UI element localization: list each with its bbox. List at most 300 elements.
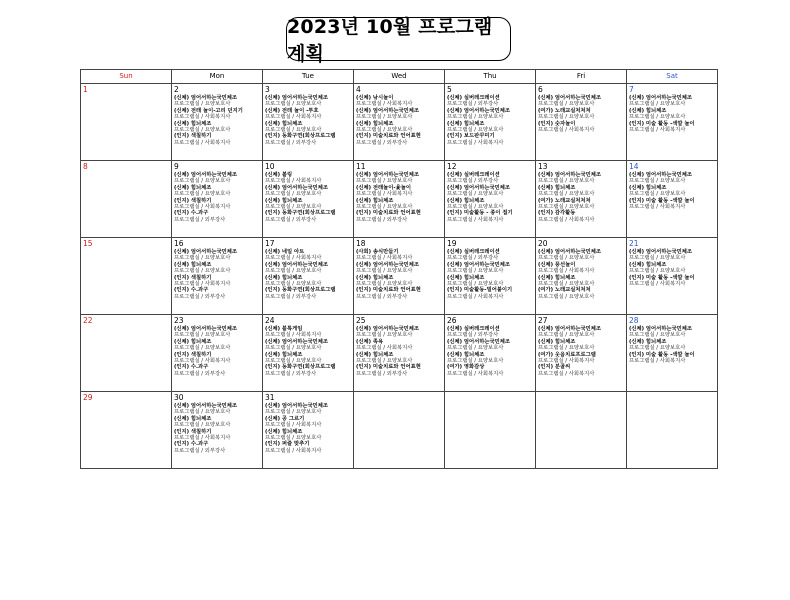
program-entry <box>447 121 533 134</box>
program-name: (신체) 엄어서하는국민체조 <box>174 326 237 332</box>
program-entry <box>447 172 533 185</box>
program-entry <box>174 95 260 108</box>
day-cell-2 <box>172 84 263 161</box>
program-detail: 프로그램실 / 외부강사 <box>265 139 317 146</box>
program-entry <box>356 121 442 134</box>
program-name: (인지) 퍼즐 맞추기 <box>265 441 310 448</box>
program-name: (신체) 엄어서하는국민체조 <box>356 107 419 114</box>
program-detail: 프로그램실 / 요양보호사 <box>629 191 686 198</box>
program-entry <box>538 249 624 262</box>
program-name: (신체) 힘뇌체조 <box>174 338 212 345</box>
program-entry <box>629 108 715 121</box>
program-detail: 프로그램실 / 요양보호사 <box>265 191 322 198</box>
program-detail: 프로그램실 / 요양보호사 <box>629 268 686 275</box>
program-detail: 프로그램실 / 요양보호사 <box>174 191 231 198</box>
program-detail: 프로그램실 / 사회복지사 <box>356 255 413 262</box>
program-name: (인지) 미술활동-밀어붙이기 <box>447 287 513 294</box>
program-name: (신체) 힘뇌체조 <box>174 120 212 127</box>
program-entry <box>174 403 260 416</box>
day-number: 11 <box>356 162 366 171</box>
day-number: 6 <box>538 85 543 94</box>
program-entry <box>174 441 260 454</box>
program-entry <box>356 262 442 275</box>
program-detail: 프로그램실 / 요양보호사 <box>629 255 686 262</box>
program-name: (신체) 힘뇌체조 <box>356 197 394 204</box>
day-number: 19 <box>447 239 457 248</box>
program-detail: 프로그램실 / 요양보호사 <box>538 255 595 262</box>
program-entry <box>174 108 260 121</box>
day-cell-9 <box>172 161 263 238</box>
day-number: 27 <box>538 316 548 325</box>
program-name: (인지) 미술치료와 언어표현 <box>356 287 421 294</box>
program-name: (신체) 전래 놀이-고리 던지기 <box>174 107 243 114</box>
program-entry <box>265 249 351 262</box>
program-entry <box>447 210 533 223</box>
program-detail: 프로그램실 / 외부강사 <box>447 178 499 185</box>
program-detail: 프로그램실 / 외부강사 <box>447 101 499 108</box>
program-entry <box>265 364 351 377</box>
program-name: (인지) 미술 활동 -색깔 놀이 <box>629 351 695 358</box>
program-entry <box>174 364 260 377</box>
week-row <box>81 392 718 469</box>
program-name: (신체) 전래 놀이 -투호 <box>265 107 319 114</box>
program-entry <box>629 339 715 352</box>
program-name: (신체) 볼링 <box>265 172 293 178</box>
week-row <box>81 238 718 315</box>
program-entry <box>447 249 533 262</box>
program-name: (신체) 힘뇌체조 <box>538 338 576 345</box>
program-detail: 프로그램실 / 요양보호사 <box>447 281 504 288</box>
program-entry <box>447 287 533 300</box>
day-number: 20 <box>538 239 548 248</box>
program-detail: 프로그램실 / 사회복지사 <box>538 268 595 275</box>
program-detail: 프로그램실 / 요양보호사 <box>447 204 504 211</box>
program-name: (신체) 실버레크레이션 <box>447 172 500 178</box>
program-entry <box>265 198 351 211</box>
program-entry <box>356 210 442 223</box>
program-entry <box>174 198 260 211</box>
day-number: 21 <box>629 239 639 248</box>
program-name: (신체) 힘뇌체조 <box>629 107 667 114</box>
program-name: (신체) 힘뇌체조 <box>447 197 485 204</box>
program-entry <box>356 249 442 262</box>
program-name: (인지) 색칠하기 <box>174 197 212 204</box>
program-entry <box>265 262 351 275</box>
program-detail: 프로그램실 / 사회복지사 <box>174 204 231 211</box>
program-entry <box>265 287 351 300</box>
program-entry <box>265 108 351 121</box>
program-detail: 프로그램실 / 요양보호사 <box>356 204 413 211</box>
program-name: (인지) 미술치료와 언어표현 <box>356 133 421 140</box>
program-detail: 프로그램실 / 사회복지사 <box>174 139 231 146</box>
program-name: (신체) 블록게임 <box>265 326 303 332</box>
empty-day-cell <box>627 392 718 469</box>
program-name: (신체) 힘뇌체조 <box>629 338 667 345</box>
program-name: (신체) 엄어서하는국민체조 <box>174 403 237 409</box>
program-entry <box>265 95 351 108</box>
program-name: (신체) 엄어서하는국민체조 <box>538 172 601 178</box>
program-detail: 프로그램실 / 외부강사 <box>265 370 317 377</box>
program-entry <box>629 172 715 185</box>
program-name: (여가) 영화감상 <box>447 364 485 371</box>
program-name: (신체) 힘뇌체조 <box>265 120 303 127</box>
day-cell-31 <box>263 392 354 469</box>
program-entry <box>538 185 624 198</box>
program-name: (신체) 풍선놀이 <box>538 261 576 268</box>
program-name: (신체) 공 그르기 <box>265 415 305 422</box>
day-number: 25 <box>356 316 366 325</box>
day-number: 10 <box>265 162 275 171</box>
day-number: 22 <box>83 316 93 325</box>
program-name: (신체) 엄어서하는국민체조 <box>265 261 328 268</box>
program-detail: 프로그램실 / 요양보호사 <box>538 293 595 300</box>
program-entry <box>538 210 624 223</box>
program-detail: 프로그램실 / 사회복지사 <box>174 435 231 442</box>
program-name: (신체) 엄어서하는국민체조 <box>174 95 237 101</box>
program-name: (인지) 미술 활동 -색깔 놀이 <box>629 197 695 204</box>
program-entry <box>265 326 351 339</box>
program-detail: 프로그램실 / 외부강사 <box>356 216 408 223</box>
day-cell-18 <box>354 238 445 315</box>
program-detail: 프로그램실 / 요양보호사 <box>538 191 595 198</box>
program-detail: 프로그램실 / 요양보호사 <box>356 358 413 365</box>
program-detail: 프로그램실 / 사회복지사 <box>265 178 322 185</box>
program-name: (인지) 수.과구 <box>174 364 209 371</box>
program-detail: 프로그램실 / 요양보호사 <box>538 114 595 121</box>
day-number: 4 <box>356 85 361 94</box>
program-detail: 프로그램실 / 요양보호사 <box>356 127 413 134</box>
day-cell-20 <box>536 238 627 315</box>
program-name: (인지) 색칠하기 <box>174 428 212 435</box>
program-entry <box>356 185 442 198</box>
program-name: (신체) 힘뇌체조 <box>265 197 303 204</box>
program-detail: 프로그램실 / 요양보호사 <box>447 127 504 134</box>
program-detail: 프로그램실 / 외부강사 <box>265 293 317 300</box>
program-detail: 프로그램실 / 사회복지사 <box>265 332 322 339</box>
program-detail: 프로그램실 / 사회복지사 <box>538 358 595 365</box>
program-entry <box>174 185 260 198</box>
program-detail: 프로그램실 / 외부강사 <box>447 255 499 262</box>
program-detail: 프로그램실 / 요양보호사 <box>538 281 595 288</box>
program-name: (신체) 힘뇌체조 <box>174 184 212 191</box>
program-detail: 프로그램실 / 사회복지사 <box>629 281 686 288</box>
program-name: (인지) 동화구연(회상프로그램 <box>265 210 336 217</box>
program-name: (신체) 엄어서하는국민체조 <box>174 249 237 255</box>
program-name: (신체) 힘뇌체조 <box>447 351 485 358</box>
program-detail: 프로그램실 / 요양보호사 <box>356 268 413 275</box>
program-name: (여가) 웃음치료프로그램 <box>538 351 596 358</box>
program-entry <box>356 364 442 377</box>
program-entry <box>265 210 351 223</box>
day-number: 7 <box>629 85 634 94</box>
empty-day-cell <box>536 392 627 469</box>
program-name: (신체) 엄어서하는국민체조 <box>447 107 510 114</box>
calendar-grid <box>80 69 718 469</box>
program-name: (인지) 수.과구 <box>174 287 209 294</box>
day-number: 23 <box>174 316 184 325</box>
week-row <box>81 161 718 238</box>
program-name: (신체) 낚시놀이 <box>356 95 394 101</box>
weekday-header-sat: Sat <box>627 70 718 84</box>
program-detail: 프로그램실 / 사회복지사 <box>356 345 413 352</box>
program-entry <box>538 287 624 300</box>
program-name: (인지) 미술치료와 언어표현 <box>356 210 421 217</box>
program-entry <box>356 339 442 352</box>
program-detail: 프로그램실 / 사회복지사 <box>174 281 231 288</box>
program-entry <box>356 326 442 339</box>
empty-day-cell <box>445 392 536 469</box>
program-entry <box>538 364 624 377</box>
program-name: (여가) 노래교실처처처 <box>538 107 591 114</box>
weekday-header-wed: Wed <box>354 70 445 84</box>
program-detail: 프로그램실 / 사회복지사 <box>356 101 413 108</box>
program-entry <box>447 364 533 377</box>
program-entry <box>538 121 624 134</box>
program-detail: 프로그램실 / 요양보호사 <box>629 114 686 121</box>
program-entry <box>265 339 351 352</box>
program-entry <box>174 287 260 300</box>
program-entry <box>174 429 260 442</box>
program-detail: 프로그램실 / 요양보호사 <box>629 332 686 339</box>
day-number: 5 <box>447 85 452 94</box>
program-name: (신체) 엄어서하는국민체조 <box>447 261 510 268</box>
day-cell-10 <box>263 161 354 238</box>
program-name: (신체) 힘뇌체조 <box>356 274 394 281</box>
day-cell-30 <box>172 392 263 469</box>
program-detail: 프로그램실 / 사회복지사 <box>538 127 595 134</box>
day-number: 12 <box>447 162 457 171</box>
program-name: (신체) 엄어서하는국민체조 <box>629 249 692 255</box>
program-name: (신체) 엄어서하는국민체조 <box>629 326 692 332</box>
program-entry <box>265 352 351 365</box>
program-name: (인지) 색칠하기 <box>174 133 212 140</box>
program-name: (사회) 송식만들기 <box>356 249 399 255</box>
program-entry <box>174 172 260 185</box>
program-name: (인지) 분골씨 <box>538 364 571 371</box>
program-entry <box>174 262 260 275</box>
program-detail: 프로그램실 / 사회복지사 <box>447 370 504 377</box>
day-cell-22 <box>81 315 172 392</box>
day-number: 24 <box>265 316 275 325</box>
program-entry <box>356 287 442 300</box>
program-entry <box>356 108 442 121</box>
day-cell-17 <box>263 238 354 315</box>
program-detail: 프로그램실 / 요양보호사 <box>447 191 504 198</box>
day-cell-28 <box>627 315 718 392</box>
program-detail: 프로그램실 / 요양보호사 <box>356 281 413 288</box>
program-name: (신체) 엄어서하는국민체조 <box>265 403 328 409</box>
program-entry <box>447 262 533 275</box>
program-detail: 프로그램실 / 사회복지사 <box>356 191 413 198</box>
empty-day-cell <box>354 392 445 469</box>
program-detail: 프로그램실 / 요양보호사 <box>447 358 504 365</box>
program-detail: 프로그램실 / 요양보호사 <box>174 127 231 134</box>
program-detail: 프로그램실 / 요양보호사 <box>538 204 595 211</box>
program-entry <box>174 121 260 134</box>
program-name: (신체) 엄어서하는국민체조 <box>356 326 419 332</box>
day-cell-4 <box>354 84 445 161</box>
day-cell-7 <box>627 84 718 161</box>
program-entry <box>538 326 624 339</box>
day-cell-26 <box>445 315 536 392</box>
program-name: (신체) 실버레크레이션 <box>447 326 500 332</box>
program-detail: 프로그램실 / 요양보호사 <box>265 409 322 416</box>
program-name: (인지) 숫자놀이 <box>538 120 576 127</box>
day-cell-3 <box>263 84 354 161</box>
program-name: (인지) 수.과구 <box>174 441 209 448</box>
program-entry <box>629 95 715 108</box>
program-detail: 프로그램실 / 요양보호사 <box>447 345 504 352</box>
program-name: (인지) 동화구연(회상프로그램 <box>265 133 336 140</box>
program-detail: 프로그램실 / 사회복지사 <box>265 255 322 262</box>
program-name: (신체) 엄어서하는국민체조 <box>629 172 692 178</box>
day-number: 13 <box>538 162 548 171</box>
program-detail: 프로그램실 / 요양보호사 <box>538 345 595 352</box>
program-detail: 프로그램실 / 외부강사 <box>447 332 499 339</box>
program-detail: 프로그램실 / 요양보호사 <box>629 178 686 185</box>
program-name: (신체) 엄어서하는국민체조 <box>356 261 419 268</box>
program-detail: 프로그램실 / 요양보호사 <box>174 178 231 185</box>
week-row <box>81 84 718 161</box>
day-cell-8 <box>81 161 172 238</box>
day-number: 9 <box>174 162 179 171</box>
program-entry <box>174 210 260 223</box>
day-cell-25 <box>354 315 445 392</box>
program-detail: 프로그램실 / 요양보호사 <box>265 345 322 352</box>
program-entry <box>447 352 533 365</box>
program-entry <box>629 352 715 365</box>
weekday-header-sun: Sun <box>81 70 172 84</box>
program-detail: 프로그램실 / 요양보호사 <box>174 268 231 275</box>
program-detail: 프로그램실 / 요양보호사 <box>356 114 413 121</box>
program-name: (신체) 전래놀이-윷놀이 <box>356 184 411 191</box>
program-detail: 프로그램실 / 외부강사 <box>174 370 226 377</box>
program-name: (인지) 미술활동 - 종이 접기 <box>447 210 513 217</box>
program-name: (인지) 감각활동 <box>538 210 576 217</box>
program-entry <box>265 172 351 185</box>
program-entry <box>447 326 533 339</box>
program-entry <box>265 185 351 198</box>
program-name: (인지) 미술 활동 -색깔 놀이 <box>629 120 695 127</box>
program-detail: 프로그램실 / 요양보호사 <box>356 178 413 185</box>
program-detail: 프로그램실 / 요양보호사 <box>538 178 595 185</box>
program-entry <box>447 108 533 121</box>
day-number: 26 <box>447 316 457 325</box>
day-cell-5 <box>445 84 536 161</box>
program-name: (신체) 힘뇌체조 <box>447 274 485 281</box>
program-name: (신체) 힘뇌체조 <box>265 274 303 281</box>
page-title: 2023년 10월 프로그램 계획 <box>286 17 511 61</box>
program-entry <box>174 352 260 365</box>
program-detail: 프로그램실 / 사회복지사 <box>265 447 322 454</box>
program-name: (신체) 힘뇌체조 <box>265 351 303 358</box>
program-name: (신체) 힘뇌체조 <box>174 261 212 268</box>
day-cell-6 <box>536 84 627 161</box>
program-entry <box>538 275 624 288</box>
day-cell-15 <box>81 238 172 315</box>
program-name: (신체) 실버레크레이션 <box>447 249 500 255</box>
program-entry <box>538 352 624 365</box>
program-name: (신체) 엄어서하는국민체조 <box>538 95 601 101</box>
program-name: (신체) 힘뇌체조 <box>629 184 667 191</box>
program-name: (여가) 노래교실처처처 <box>538 197 591 204</box>
program-detail: 프로그램실 / 요양보호사 <box>265 127 322 134</box>
program-entry <box>538 95 624 108</box>
program-entry <box>629 121 715 134</box>
day-number: 16 <box>174 239 184 248</box>
day-number: 30 <box>174 393 184 402</box>
program-entry <box>265 133 351 146</box>
program-name: (신체) 힘뇌체조 <box>629 261 667 268</box>
program-name: (인지) 미술 활동 -색깔 놀이 <box>629 274 695 281</box>
program-detail: 프로그램실 / 외부강사 <box>174 447 226 454</box>
program-entry <box>174 416 260 429</box>
program-detail: 프로그램실 / 요양보호사 <box>174 332 231 339</box>
program-detail: 프로그램실 / 요양보호사 <box>629 101 686 108</box>
week-row <box>81 315 718 392</box>
day-cell-19 <box>445 238 536 315</box>
program-name: (신체) 힘뇌체조 <box>265 428 303 435</box>
program-entry <box>356 352 442 365</box>
day-number: 29 <box>83 393 93 402</box>
program-detail: 프로그램실 / 요양보호사 <box>174 101 231 108</box>
program-detail: 프로그램실 / 외부강사 <box>356 139 408 146</box>
day-cell-16 <box>172 238 263 315</box>
program-entry <box>629 275 715 288</box>
program-name: (인지) 동화구연(회상프로그램 <box>265 287 336 294</box>
program-name: (신체) 실버레크레이션 <box>447 95 500 101</box>
program-detail: 프로그램실 / 사회복지사 <box>447 293 504 300</box>
program-entry <box>447 198 533 211</box>
day-cell-1 <box>81 84 172 161</box>
program-detail: 프로그램실 / 요양보호사 <box>265 101 322 108</box>
program-entry <box>174 326 260 339</box>
program-entry <box>265 441 351 454</box>
program-entry <box>447 133 533 146</box>
program-entry <box>538 339 624 352</box>
program-detail: 프로그램실 / 사회복지사 <box>174 114 231 121</box>
program-detail: 프로그램실 / 요양보호사 <box>629 345 686 352</box>
day-number: 3 <box>265 85 270 94</box>
program-detail: 프로그램실 / 외부강사 <box>356 370 408 377</box>
program-name: (신체) 엄어서하는국민체조 <box>538 249 601 255</box>
program-detail: 프로그램실 / 사회복지사 <box>629 358 686 365</box>
program-detail: 프로그램실 / 사회복지사 <box>265 422 322 429</box>
program-detail: 프로그램실 / 요양보호사 <box>538 332 595 339</box>
day-number: 17 <box>265 239 275 248</box>
day-cell-23 <box>172 315 263 392</box>
program-detail: 프로그램실 / 요양보호사 <box>356 332 413 339</box>
program-name: (신체) 힘뇌체조 <box>538 274 576 281</box>
program-entry <box>356 172 442 185</box>
program-detail: 프로그램실 / 외부강사 <box>174 216 226 223</box>
program-name: (인지) 색칠하기 <box>174 351 212 358</box>
program-entry <box>265 121 351 134</box>
program-detail: 프로그램실 / 요양보호사 <box>265 435 322 442</box>
day-number: 18 <box>356 239 366 248</box>
day-cell-21 <box>627 238 718 315</box>
calendar-body <box>81 84 718 469</box>
program-entry <box>629 249 715 262</box>
program-detail: 프로그램실 / 요양보호사 <box>265 281 322 288</box>
weekday-header-row <box>81 70 718 84</box>
program-entry <box>174 133 260 146</box>
program-detail: 프로그램실 / 사회복지사 <box>629 127 686 134</box>
program-name: (신체) 네일 아트 <box>265 249 305 255</box>
program-entry <box>538 108 624 121</box>
program-entry <box>447 339 533 352</box>
program-name: (신체) 엄어서하는국민체조 <box>538 326 601 332</box>
